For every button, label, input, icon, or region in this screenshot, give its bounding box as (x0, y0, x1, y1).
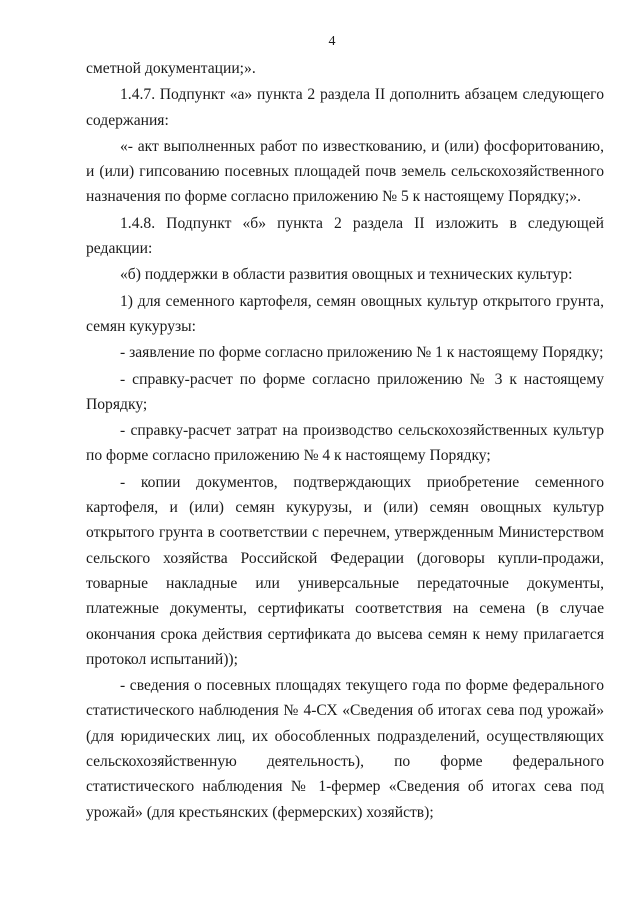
paragraph-document-copies: - копии документов, подтверждающих приобретение семенного картофеля, и (или) семян кукурузы, и (или) семян овощных культур открытого грунта в соответствии с перечнем, утвержденным Министерством сельского хозяйства Российской Федерации (договоры купли-продажи, товарные накладные или универсальные передаточные документы, платежные документы, сертификаты соответствия на семена (в случае окончания срока действия сертификата до высева семян к нему прилагается протокол испытаний)); (86, 473, 604, 668)
paragraph-application: - заявление по форме согласно приложению № 1 к настоящему Порядку; (120, 344, 604, 362)
paragraph-act-item: «- акт выполненных работ по известкованию, и (или) фосфоритованию, и (или) гипсованию посевных площадей почв земель сельскохозяйственного назначения по форме согласно приложению № 5 к настоящему Порядку;». (86, 137, 604, 206)
paragraph-calc-reference: - справку-расчет по форме согласно приложению № 3 к настоящему Порядку; (86, 370, 604, 413)
paragraph-continuation: сметной документации;». (86, 60, 256, 77)
paragraph-1-4-8: 1.4.8. Подпункт «б» пункта 2 раздела II изложить в следующей редакции: (86, 214, 604, 258)
paragraph-subitem-b: «б) поддержки в области развития овощных и технических культур: (120, 266, 573, 284)
paragraph-1-4-7: 1.4.7. Подпункт «а» пункта 2 раздела II дополнить абзацем следующего содержания: (86, 86, 604, 129)
page-number: 4 (328, 34, 336, 49)
paragraph-sowing-info: - сведения о посевных площадях текущего года по форме федерального статистического наблюдения № 4-СХ «Сведения об итогах сева под урожай» (для юридических лиц, их обособленных подразделений, осуществляющих сельскохозяйственную деятельность), по форме федерального статистического наблюдения № 1-фермер «Сведения об итогах сева под урожай» (для крестьянских (фермерских) хозяйств); (86, 677, 604, 821)
paragraph-cost-calc: - справку-расчет затрат на производство сельскохозяйственных культур по форме согласно приложению № 4 к настоящему Порядку; (86, 422, 604, 465)
paragraph-item-1: 1) для семенного картофеля, семян овощных культур открытого грунта, семян кукурузы: (86, 292, 604, 335)
document-body (86, 56, 604, 826)
